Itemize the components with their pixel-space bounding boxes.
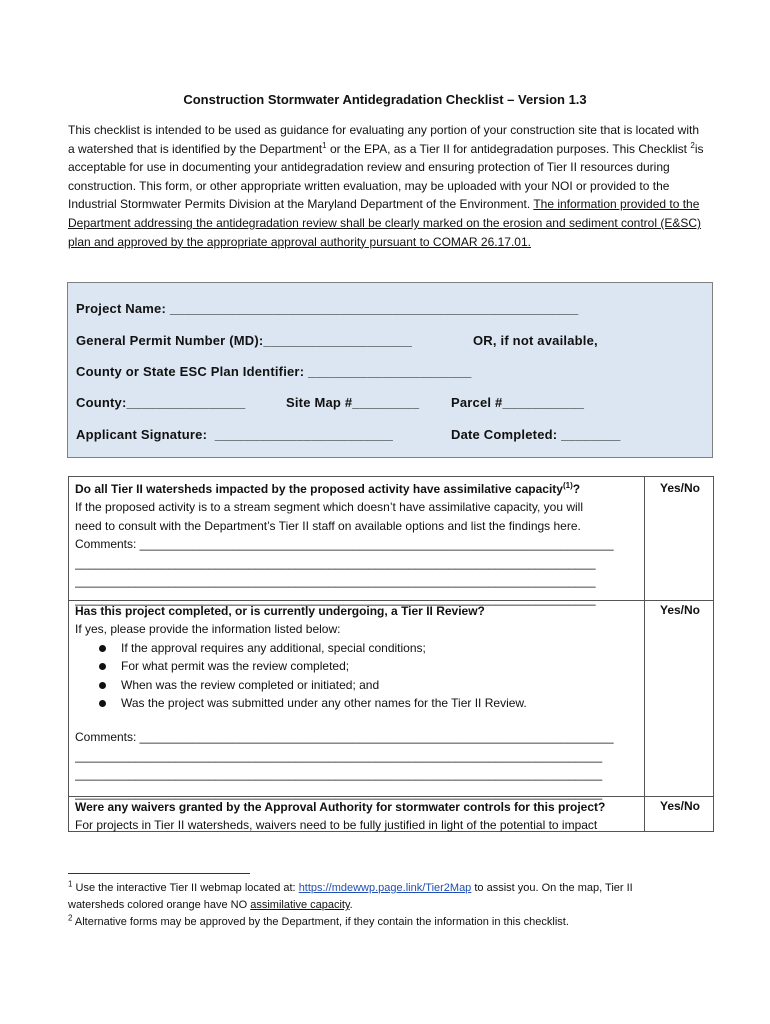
bullet-item: Was the project was submitted under any other names for the Tier II Review. bbox=[75, 694, 641, 712]
intro-paragraph bbox=[68, 121, 704, 251]
question-3-cell bbox=[75, 798, 641, 835]
bullet-item: For what permit was the review completed; bbox=[75, 657, 641, 675]
project-name-field[interactable]: Project Name: _______________________________________________________ bbox=[76, 301, 579, 316]
checklist-table bbox=[68, 476, 714, 832]
question-1-body-line: need to consult with the Department’s Tier II staff on available options and list the findings here. bbox=[75, 518, 581, 533]
question-1-comment-line[interactable]: ______________________________________________________________________________ bbox=[75, 555, 596, 570]
footnotes bbox=[68, 880, 688, 931]
question-1-yes-no[interactable]: Yes/No bbox=[659, 481, 701, 495]
footnote-ref-1[interactable]: 1 bbox=[322, 140, 327, 150]
spacer bbox=[75, 712, 641, 728]
intro-text-3: is acceptable for use in documenting your antidegradation review and ensuring protection of Tier II resources during construction. This form, or other appropriate written evaluation, may be uploaded with your NOI or provided to the Industrial Stormwater Permits Division at the Maryland Department of the Environment. bbox=[68, 141, 704, 212]
question-1-comments-field[interactable]: Comments: _______________________________________________________________________ bbox=[75, 537, 614, 552]
question-3-body-line: For projects in Tier II watersheds, waivers need to be fully justified in light of the potential to impact bbox=[75, 818, 598, 833]
bullet-item: When was the review completed or initiated; and bbox=[75, 676, 641, 694]
question-3-text: Were any waivers granted by the Approval Authority for stormwater controls for this project? bbox=[75, 800, 606, 814]
question-2-bullet-list bbox=[75, 639, 641, 713]
footnote-1: $^1$ Use the interactive Tier II webmap located at: https://mdewwp.page.link/Tier2Map to assist you. On the map, Tier II watersheds colored orange have NO assimilative capacity. bbox=[68, 879, 633, 911]
question-2-comment-line[interactable]: _______________________________________________________________________________ bbox=[75, 785, 603, 800]
question-2-cell bbox=[75, 602, 641, 802]
question-2-comments-field[interactable]: Comments: _______________________________________________________________________ bbox=[75, 730, 614, 745]
project-info-box bbox=[67, 282, 713, 458]
bullet-item: If the approval requires any additional, special conditions; bbox=[75, 639, 641, 657]
parcel-field[interactable]: Parcel #___________ bbox=[451, 395, 585, 410]
intro-text-2: or the EPA, as a Tier II for antidegradation purposes. This Checklist bbox=[326, 141, 691, 156]
question-1-comment-line[interactable]: ______________________________________________________________________________ bbox=[75, 574, 596, 589]
question-1-text: Do all Tier II watersheds impacted by the proposed activity have assimilative capacity$^{(1)}$? bbox=[75, 481, 581, 496]
esc-plan-identifier-field[interactable]: County or State ESC Plan Identifier: ______________________ bbox=[76, 364, 472, 379]
footnote-separator bbox=[68, 873, 250, 874]
question-2-comment-line[interactable]: _______________________________________________________________________________ bbox=[75, 767, 603, 782]
footnote-ref-2[interactable]: 2 bbox=[690, 140, 695, 150]
question-2-intro: If yes, please provide the information listed below: bbox=[75, 622, 341, 637]
footnote-2: $^2$ Alternative forms may be approved by the Department, if they contain the information in this checklist. bbox=[68, 913, 569, 928]
question-1-cell bbox=[75, 480, 641, 609]
document-title: Construction Stormwater Antidegradation Checklist – Version 1.3 bbox=[183, 92, 587, 107]
applicant-signature-field[interactable]: Applicant Signature: ________________________ bbox=[76, 427, 394, 442]
question-3-yes-no[interactable]: Yes/No bbox=[659, 799, 701, 813]
or-not-available-label: OR, if not available, bbox=[473, 333, 598, 348]
county-field[interactable]: County:________________ bbox=[76, 395, 246, 410]
question-2-yes-no[interactable]: Yes/No bbox=[659, 603, 701, 617]
question-2-text: Has this project completed, or is currently undergoing, a Tier II Review? bbox=[75, 604, 485, 618]
question-2-comment-line[interactable]: _______________________________________________________________________________ bbox=[75, 748, 603, 763]
intro-text-1: This checklist is intended to be used as guidance for evaluating any portion of your construction site that is located with a watershed that is identified by the Department bbox=[68, 123, 700, 156]
site-map-field[interactable]: Site Map #_________ bbox=[286, 395, 420, 410]
intro-underlined-requirement: The information provided to the Department addressing the antidegradation review shall be clearly marked on the erosion and sediment control (E&SC) plan and approved by the appropriate approval authority pursuant to COMAR 26.17.01. bbox=[68, 197, 702, 249]
general-permit-number-field[interactable]: General Permit Number (MD):____________________ bbox=[76, 333, 413, 348]
tier2-map-link[interactable]: https://mdewwp.page.link/Tier2Map bbox=[298, 882, 472, 894]
question-1-body-line: If the proposed activity is to a stream segment which doesn’t have assimilative capacity, you will bbox=[75, 500, 584, 515]
question-1-comment-line[interactable]: ______________________________________________________________________________ bbox=[75, 592, 596, 607]
date-completed-field[interactable]: Date Completed: ________ bbox=[451, 427, 621, 442]
column-divider bbox=[644, 477, 645, 831]
